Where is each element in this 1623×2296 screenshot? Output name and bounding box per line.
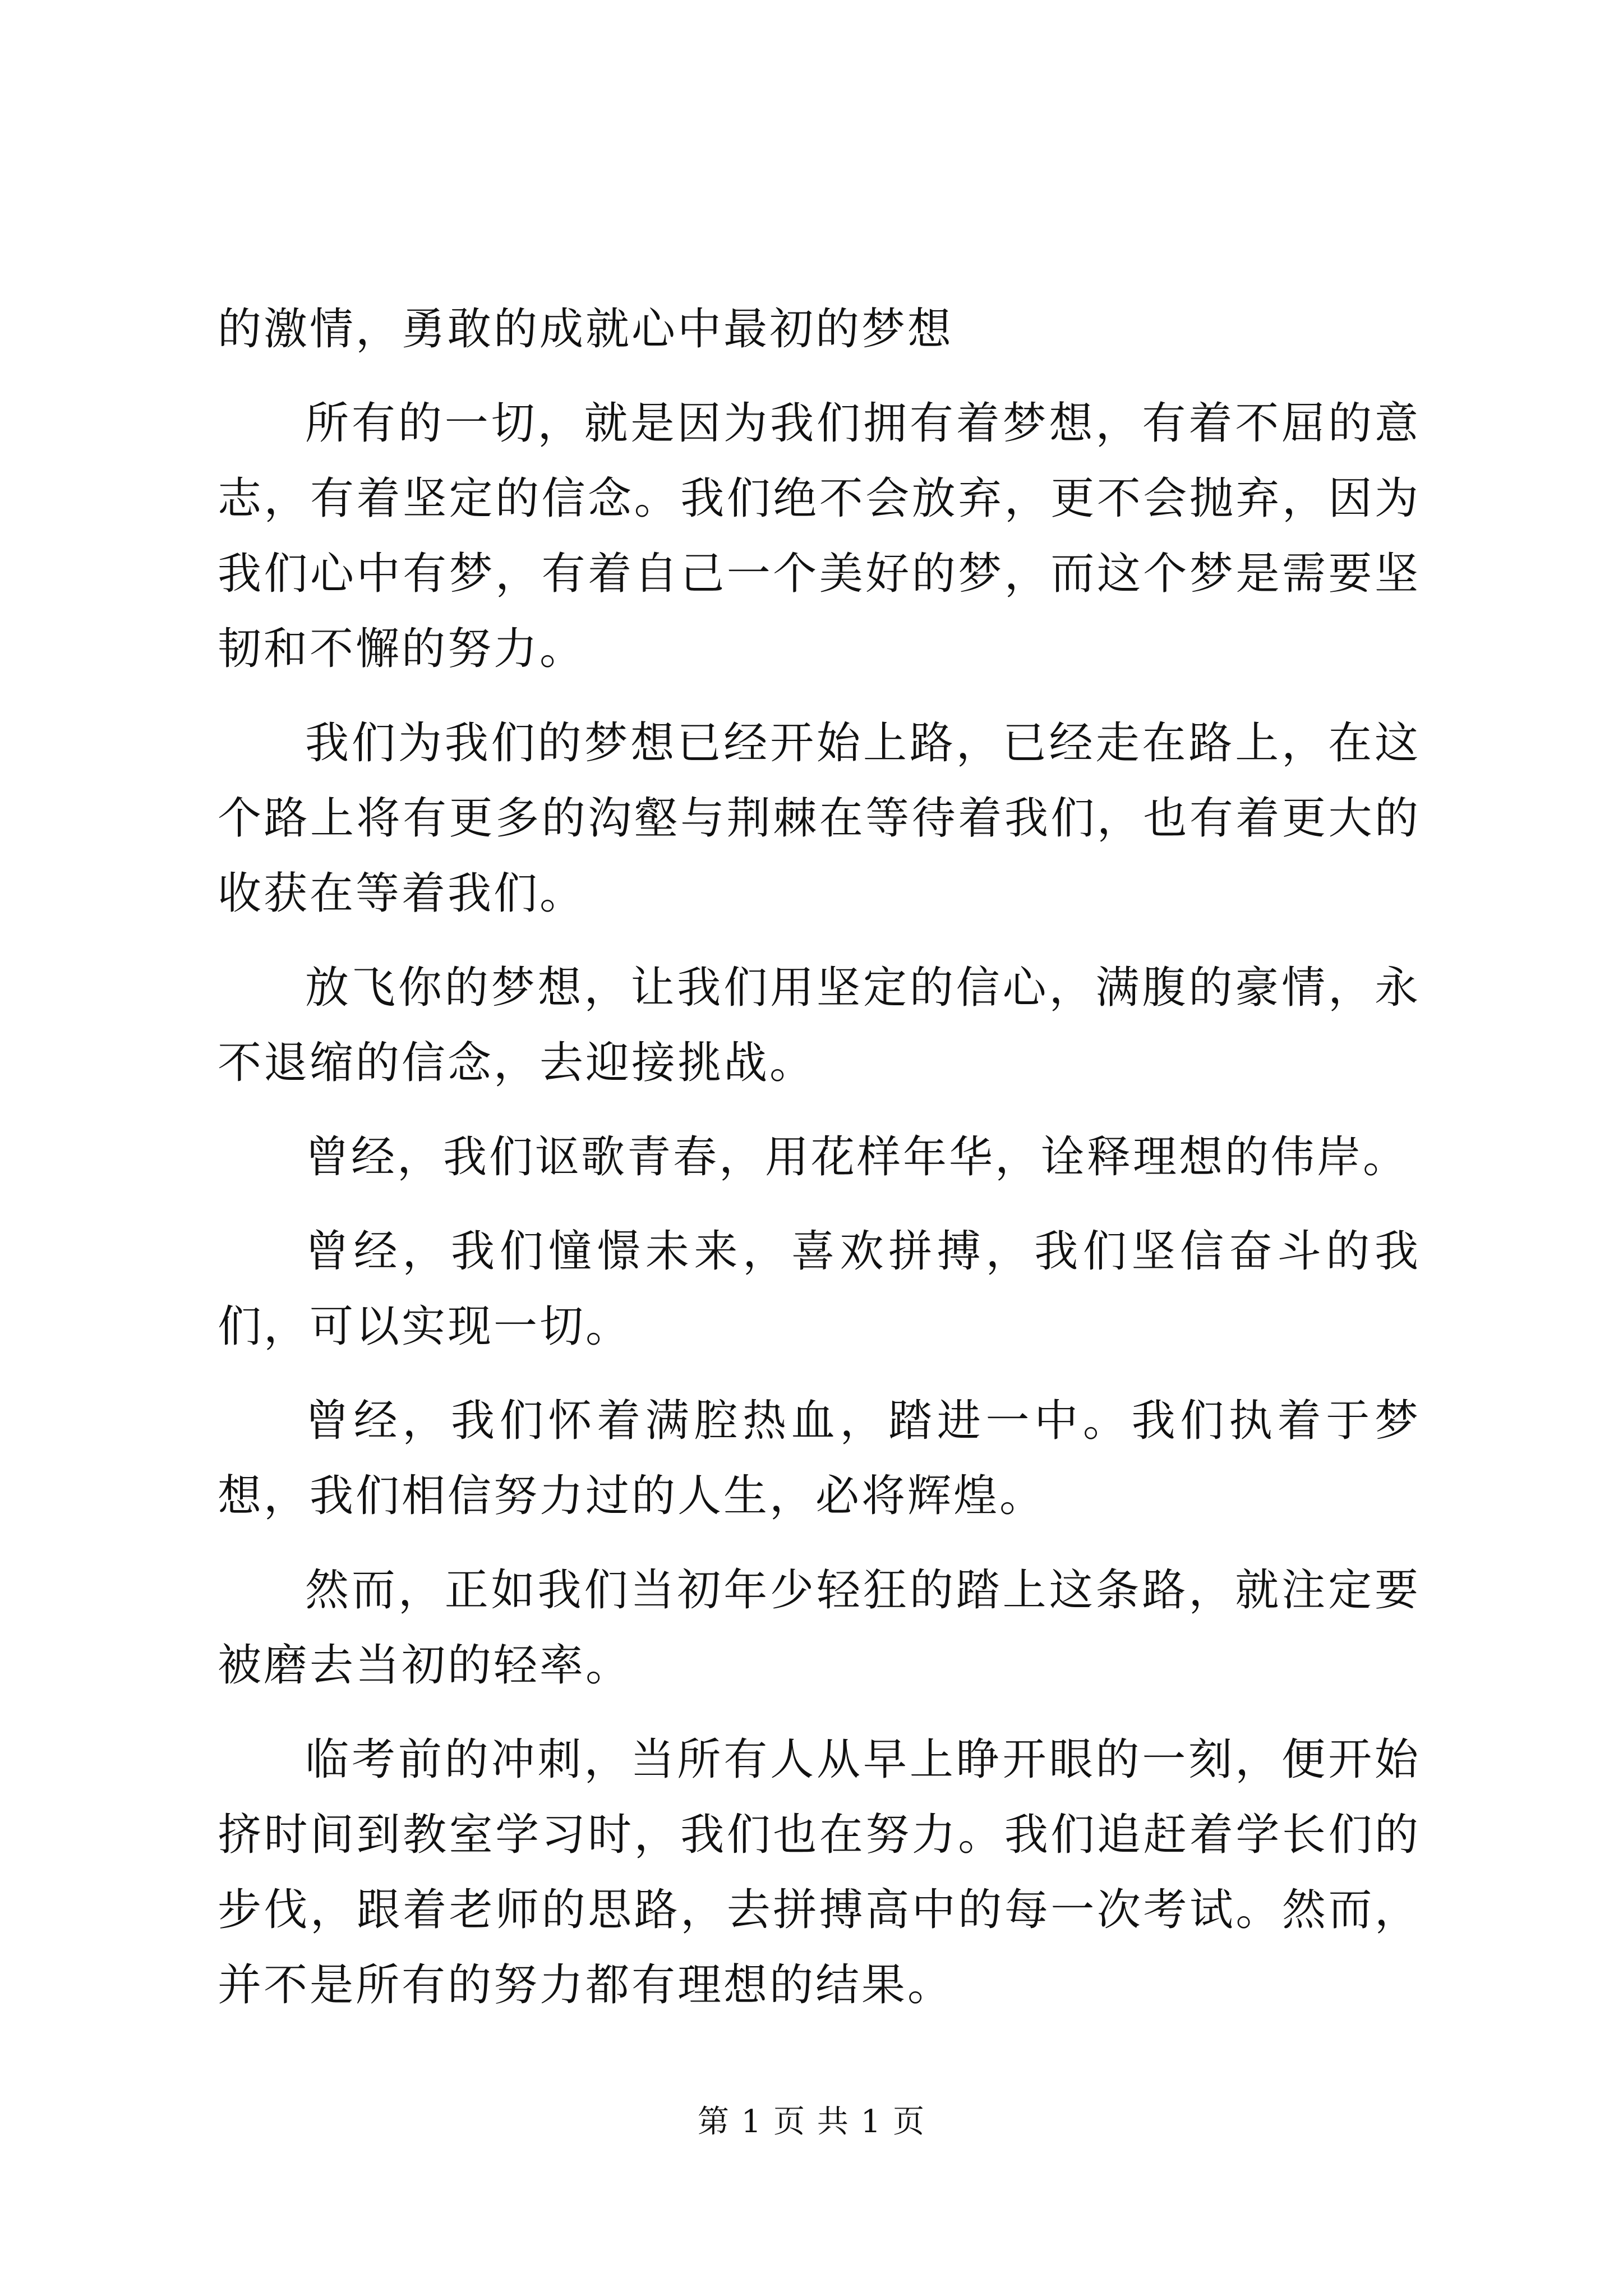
document-body [218,292,1421,2042]
page-footer: 第 1 页 共 1 页 [697,2104,926,2140]
paragraph: 曾经，我们憧憬未来，喜欢拼搏，我们坚信奋斗的我们，可以实现一切。 [218,1226,1421,1352]
paragraph: 放飞你的梦想，让我们用坚定的信心，满腹的豪情，永不退缩的信念，去迎接挑战。 [218,963,1421,1088]
paragraph: 然而，正如我们当初年少轻狂的踏上这条路，就注定要被磨去当初的轻率。 [218,1565,1421,1691]
paragraph: 曾经，我们怀着满腔热血，踏进一中。我们执着于梦想，我们相信努力过的人生，必将辉煌。 [218,1396,1421,1521]
paragraph: 曾经，我们讴歌青春，用花样年华，诠释理想的伟岸。 [305,1132,1409,1182]
paragraph-continued: 的激情，勇敢的成就心中最初的梦想 [218,304,954,355]
paragraph: 我们为我们的梦想已经开始上路，已经走在路上，在这个路上将有更多的沟壑与荆棘在等待着我们，也有着更大的收获在等着我们。 [218,718,1421,919]
paragraph: 临考前的冲刺，当所有人从早上睁开眼的一刻，便开始挤时间到教室学习时，我们也在努力。我们追赶着学长们的步伐，跟着老师的思路，去拼搏高中的每一次考试。然而，并不是所有的努力都有理想的结果。 [218,1734,1421,2010]
paragraph: 所有的一切，就是因为我们拥有着梦想，有着不屈的意志，有着坚定的信念。我们绝不会放弃，更不会抛弃，因为我们心中有梦，有着自己一个美好的梦，而这个梦是需要坚韧和不懈的努力。 [218,398,1421,674]
